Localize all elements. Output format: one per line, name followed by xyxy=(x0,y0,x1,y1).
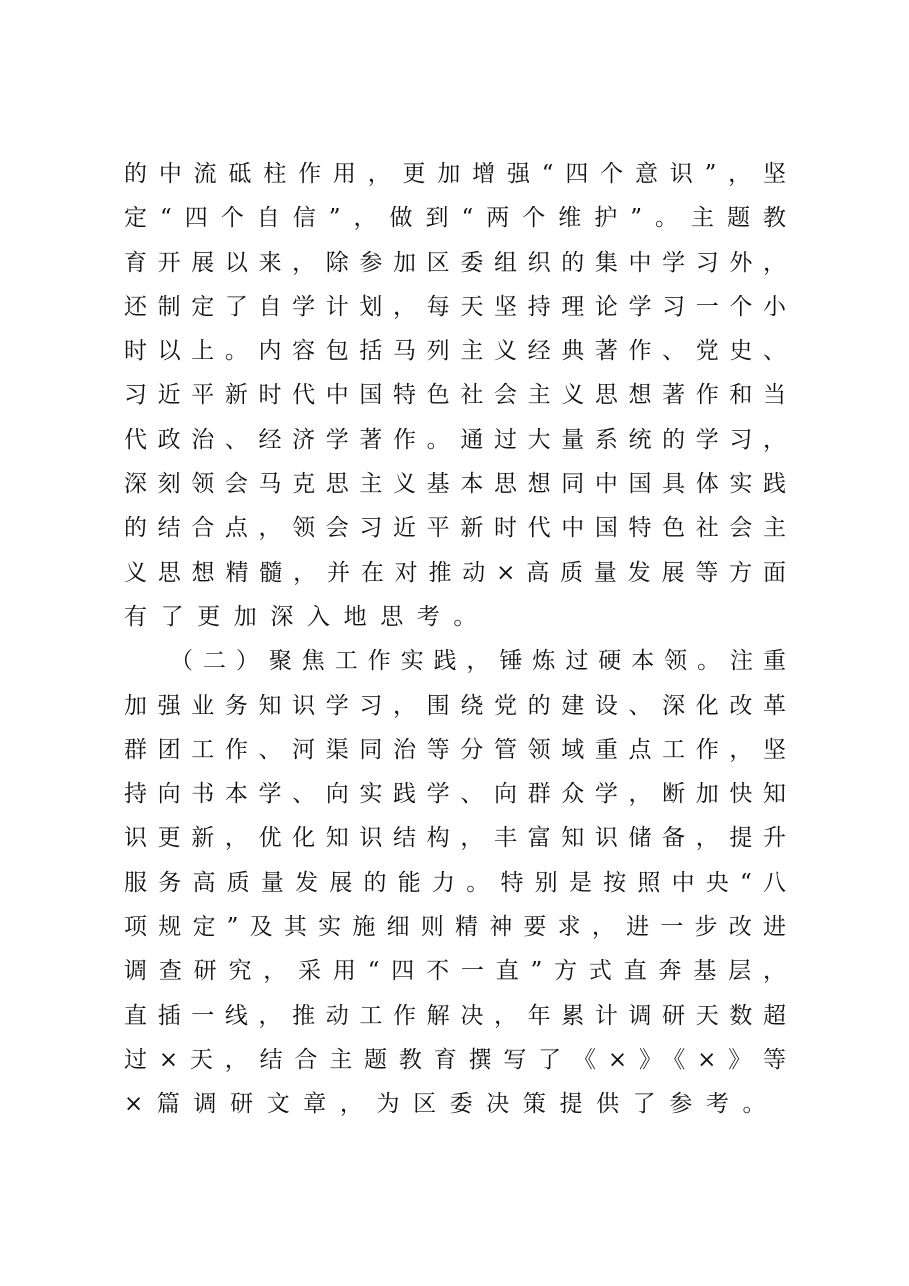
text-line: 义思想精髓，并在对推动×高质量发展等方面 xyxy=(124,559,786,586)
text-line: 群团工作、河渠同治等分管领域重点工作，坚 xyxy=(124,736,786,763)
text-line: 持向书本学、向实践学、向群众学，断加快知 xyxy=(124,781,786,808)
text-line: 代政治、经济学著作。通过大量系统的学习， xyxy=(124,426,786,453)
text-line: 的结合点，领会习近平新时代中国特色社会主 xyxy=(124,515,786,542)
text-line: 习近平新时代中国特色社会主义思想著作和当 xyxy=(124,382,786,409)
section-heading-line: （二）聚焦工作实践，锤炼过硬本领。注重 xyxy=(170,648,786,675)
text-line: 服务高质量发展的能力。特别是按照中央“八 xyxy=(124,869,786,896)
text-line: 的中流砥柱作用，更加增强“四个意识”，坚 xyxy=(124,161,786,187)
text-line: 定“四个自信”，做到“两个维护”。主题教 xyxy=(124,205,786,232)
paragraph-end-line: 有了更加深入地思考。 xyxy=(124,603,490,630)
text-line: 过×天，结合主题教育撰写了《×》《×》等 xyxy=(124,1046,786,1073)
text-line: 直插一线，推动工作解决，年累计调研天数超 xyxy=(124,1002,786,1029)
text-line: 项规定”及其实施细则精神要求，进一步改进 xyxy=(124,914,786,941)
text-line: 调查研究，采用“四不一直”方式直奔基层， xyxy=(124,958,786,985)
text-line: 还制定了自学计划，每天坚持理论学习一个小 xyxy=(124,293,786,320)
text-line: 育开展以来，除参加区委组织的集中学习外， xyxy=(124,249,786,276)
text-line: 深刻领会马克思主义基本思想同中国具体实践 xyxy=(124,471,786,498)
text-line: 时以上。内容包括马列主义经典著作、党史、 xyxy=(124,338,786,365)
paragraph-end-line: ×篇调研文章，为区委决策提供了参考。 xyxy=(124,1091,780,1118)
text-line: 加强业务知识学习，围绕党的建设、深化改革 xyxy=(124,692,786,719)
document-body xyxy=(124,152,786,1127)
text-line: 识更新，优化知识结构，丰富知识储备，提升 xyxy=(124,825,786,852)
